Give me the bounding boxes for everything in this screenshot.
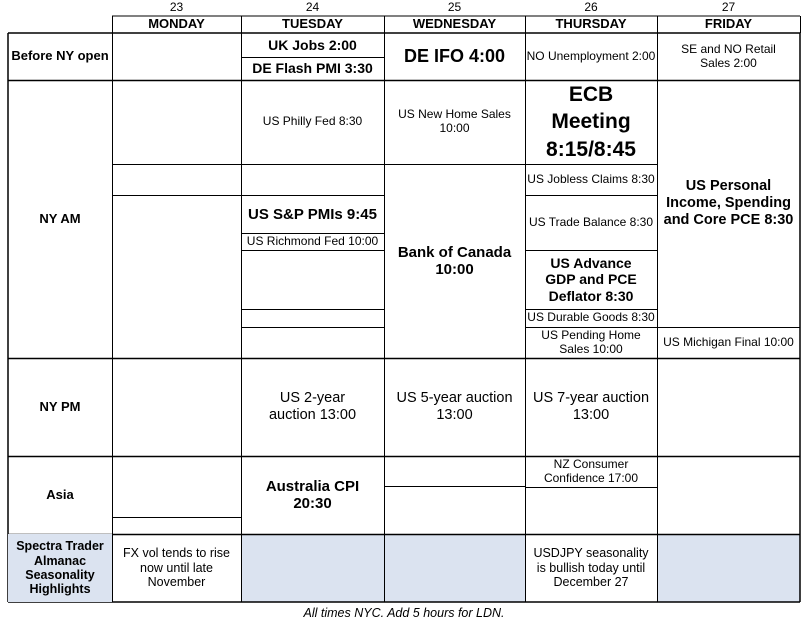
event-uk-jobs: UK Jobs 2:00 [268,36,357,53]
event-bank-of-canada: Bank of Canada 10:00 [397,243,512,278]
date-monday: 23 [169,0,184,15]
date-tuesday: 24 [305,0,320,15]
event-us-2yr-auction: US 2-year auction 13:00 [268,390,357,423]
event-us-richmond-fed: US Richmond Fed 10:00 [246,234,379,249]
seasonality-monday: FX vol tends to rise now until late November [123,546,230,590]
row-label-asia: Asia [46,486,74,502]
date-friday: 27 [721,0,736,15]
event-ecb-meeting: ECB Meeting 8:15/8:45 [546,83,636,161]
day-header-monday: MONDAY [148,16,205,32]
row-label-before-ny-open: Before NY open [11,48,109,64]
event-us-new-home-sales: US New Home Sales 10:00 [398,107,511,135]
row-label-seasonality: Spectra Trader Almanac Seasonality Highlights [8,534,112,602]
shaded-band [658,534,801,602]
event-de-ifo: DE IFO 4:00 [403,46,506,67]
event-us-pending-home-sales: US Pending Home Sales 10:00 [541,327,641,356]
shaded-band [385,534,526,602]
event-us-7yr-auction: US 7-year auction 13:00 [532,390,650,423]
seasonality-thursday: USDJPY seasonality is bullish today until December 27 [533,546,649,590]
row-label-ny-pm: NY PM [39,398,81,414]
footer-note: All times NYC. Add 5 hours for LDN. [303,605,505,620]
date-wednesday: 25 [447,0,462,15]
day-header-wednesday: WEDNESDAY [412,16,497,32]
event-us-jobless-claims: US Jobless Claims 8:30 [527,171,655,186]
day-header-tuesday: TUESDAY [282,16,343,32]
event-us-5yr-auction: US 5-year auction 13:00 [396,390,513,423]
event-us-durable-goods: US Durable Goods 8:30 [527,310,655,325]
event-se-no-retail-sales: SE and NO Retail Sales 2:00 [681,41,776,70]
event-de-flash-pmi: DE Flash PMI 3:30 [252,60,373,77]
event-australia-cpi: Australia CPI 20:30 [265,477,360,512]
event-no-unemployment: NO Unemployment 2:00 [526,48,656,63]
event-us-personal-income: US Personal Income, Spending and Core PCE 8:30 [663,178,794,228]
event-us-sp-pmis: US S&P PMIs 9:45 [248,206,377,224]
shaded-band [242,534,385,602]
event-us-michigan-final: US Michigan Final 10:00 [663,334,794,349]
date-thursday: 26 [584,0,598,15]
day-header-thursday: THURSDAY [555,16,627,32]
row-label-ny-am: NY AM [39,210,81,226]
day-header-friday: FRIDAY [704,16,753,32]
event-us-philly-fed: US Philly Fed 8:30 [262,114,363,129]
event-nz-consumer-confidence: NZ Consumer Confidence 17:00 [543,456,639,485]
event-us-advance-gdp: US Advance GDP and PCE Deflator 8:30 [545,255,637,304]
event-us-trade-balance: US Trade Balance 8:30 [528,214,654,229]
